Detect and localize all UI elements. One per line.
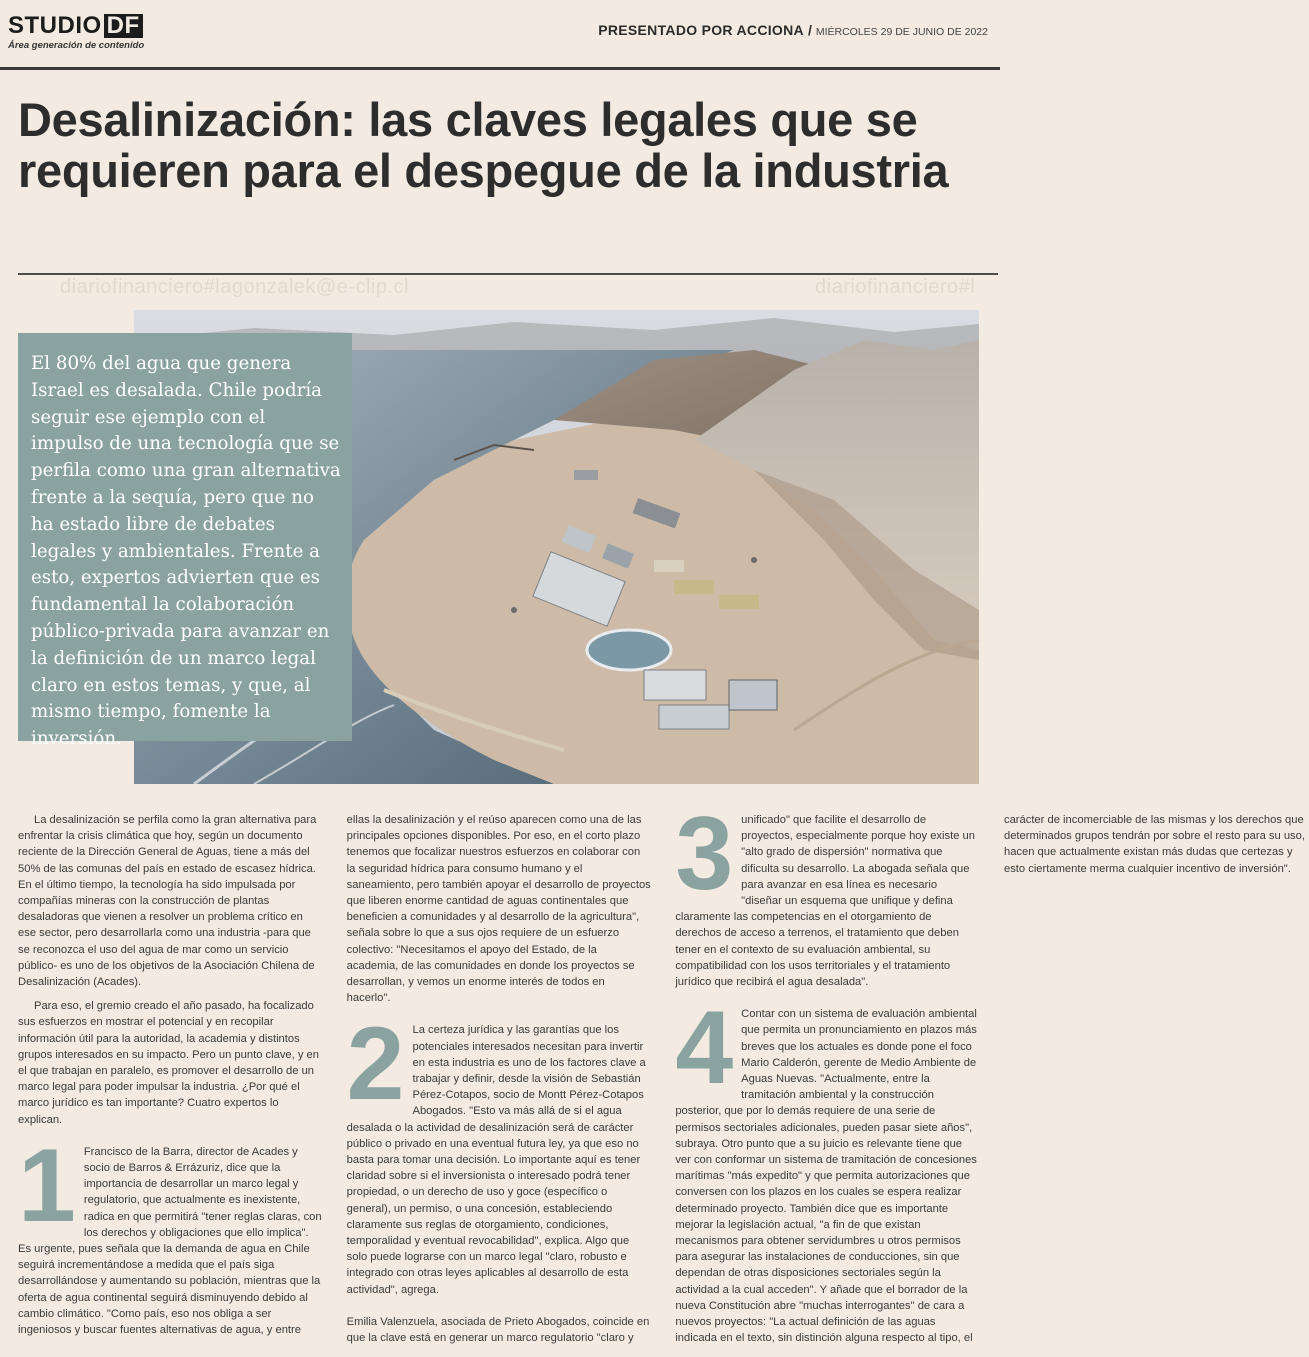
publication-date: MIÉRCOLES 29 DE JUNIO DE 2022 — [815, 26, 988, 38]
watermark-left: diariofinanciero#lagonzalek@e-clip.cl — [60, 276, 409, 298]
sponsor-line — [598, 22, 988, 38]
section-number: 4 — [675, 990, 734, 1107]
article-headline: Desalinización: las claves legales que se requieren para el despegue de la industria — [18, 93, 949, 197]
section-2 — [346, 1006, 652, 1297]
section-number: 2 — [346, 1006, 405, 1123]
masthead — [0, 0, 1000, 70]
headline-divider — [18, 273, 998, 275]
section-text: Emilia Valenzuela, asociada de Prieto Abogados, coincide en que la clave está en generar un marco regulatorio "claro y unificado" que facilite el desarrollo de proyectos, especialmente porque hoy existe un "alto grado de dispersión" normativa que dificulta su desarrollo. La abogada señala que para avanzar en esa línea es necesario "diseñar un esquema que unifique y defina claramente las competencias en el otorgamiento de derechos de acceso a terrenos, el tratamiento que deben tener en el contexto de su evaluación ambiental, su compatibilidad con los usos territoriales y el tratamiento jurídico que recibirá el agua desalada". — [346, 814, 975, 1345]
section-text: Contar con un sistema de evaluación ambiental que permita un pronunciamiento en plazos más breves que los actuales es donde pone el foco Mario Calderón, gerente de Medio Ambiente de Aguas Nuevas. "Actualmente, entre la tramitación ambiental y la construcción posterior, que por lo demás requiere de una serie de permisos sectoriales adicionales, pueden pasar siete años", subraya. Otro punto que a su juicio es relevante tiene que ver con conformar un sistema de tramitación de concesiones marítimas "más expedito" y que permita autorizaciones que conversen con los plazos en los cuales se espera realizar determinado proyecto. También dice que es importante mejorar la legislación actual, "a fin de que existan mecanismos para obtener servidumbres u otros permisos para asegurar las instalaciones de conducciones, sin que dependan de otras disposiciones sectoriales según la actividad a la cual acceden". Y añade que el borrador de la nueva Constitución abre "muchas interrogantes" de cara a nuevos proyectos: "La actual definición de las aguas indicada en el texto, sin distinción alguna respecto al tipo, el carácter de incomerciable de las mismas y los derechos que determinados grupos tendrán por sobre el resto para su uso, hacen que actualmente existan más dudas que certezas y esto ciertamente merma cualquier incentivo de inversión". — [675, 814, 1305, 1345]
intro-paragraph: La desalinización se perfila como la gran alternativa para enfrentar la crisis climática que hoy, según un documento reciente de la Dirección General de Aguas, tiene a más del 50% de las comunas del país en estado de escasez hídrica. En el último tiempo, la tecnología ha sido impulsada por compañías mineras con la construcción de plantas desaladoras que vienen a resolver un problema crítico en ese sector, pero desarrollarla como una industria -para que se reconozca el uso del agua de mar como un servicio público- es uno de los objetivos de la Asociación Chilena de Desalinización (Acades). — [18, 814, 317, 989]
watermark-right: diariofinanciero#l — [815, 276, 976, 298]
brand-badge: DF — [104, 14, 143, 38]
brand-logo — [8, 14, 144, 51]
article-body — [18, 796, 1305, 1347]
lead-box — [18, 333, 352, 750]
section-number: 1 — [18, 1127, 76, 1244]
brand-name: STUDIO — [8, 12, 102, 39]
header-separator: / — [807, 22, 812, 38]
intro-paragraph: Para eso, el gremio creado el año pasado, ha focalizado sus esfuerzos en mostrar el potencial y en recopilar información útil para la autoridad, la academia y distintos grupos interesados en su impacto. Pero un punto clave, y en el que trabajan en paralelo, es promover el desarrollo de un marco legal para poder impulsar la industria. ¿Por qué el marco jurídico es tan importante? Cuatro expertos lo explican. — [18, 1000, 320, 1126]
section-text: La certeza jurídica y las garantías que los potenciales interesados necesitan para invertir en esta industria es uno de los factores clave a trabajar y definir, desde la visión de Sebastián Pérez-Cotapos, socio de Montt Pérez-Cotapos Abogados. "Esto va más allá de si el agua desalada o la actividad de desalinización será de carácter público o privado en una eventual futura ley, ya que eso no basta para tomar una decisión. Lo importante aquí es tener claridad sobre si el inversionista o interesado podrá tener propiedad, o un derecho de uso y goce (específico o general), un permiso, o una concesión, estableciendo claramente sus reglas de otorgamiento, condiciones, temporalidad y eventual revocabilidad", explica. Algo que solo puede lograrse con un marco legal "claro, robusto e integrado con otras leyes aplicables al desarrollo de esta actividad", agrega. — [346, 1024, 646, 1296]
header-divider — [0, 67, 1000, 70]
sponsor-label: PRESENTADO POR ACCIONA — [598, 22, 804, 38]
brand-tagline: Área generación de contenido — [8, 40, 145, 51]
article-lead: El 80% del agua que genera Israel es desalada. Chile podría seguir ese ejemplo con el impulso de una tecnología que se perfila como una gran alternativa frente a la sequía, pero que no ha estado libre de debates legales y ambientales. Frente a esto, expertos advierten que es fundamental la colaboración público-privada para avanzar en la definición de un marco legal claro en estos temas, y que, al mismo tiempo, fomente la inversión. — [31, 353, 341, 750]
section-text: Francisco de la Barra, director de Acades y socio de Barros & Errázuriz, dice que la importancia de desarrollar un marco legal y regulatorio, que actualmente es inexistente, radica en que permitirá "tener reglas claras, con los derechos y obligaciones que ello implica". Es urgente, pues señala que la demanda de agua en Chile seguirá incrementándose a medida que el país siga desarrollándose y aumentando su población, mientras que la oferta de agua continental seguirá disminuyendo debido al cambio climático. "Como país, eso nos obliga a ser ingeniosos y buscar fuentes alternativas de agua, y entre ellas la desalinización y el reúso aparecen como una de las principales opciones disponibles. Por eso, en el corto plazo tenemos que focalizar nuestros esfuerzos en colaborar con la seguridad hídrica para consumo humano y el saneamiento, pero también apoyar el desarrollo de proyectos que liberen enorme cantidad de aguas continentales que beneficien a comunidades y al desarrollo de la agricultura", señala sobre lo que a sus ojos requiere de un esfuerzo colectivo: "Necesitamos el apoyo del Estado, de la academia, de las comunidades en donde los proyectos se desarrollan, y vemos un enorme interés de todos en hacerlo". — [18, 814, 651, 1337]
section-number: 3 — [675, 796, 734, 912]
